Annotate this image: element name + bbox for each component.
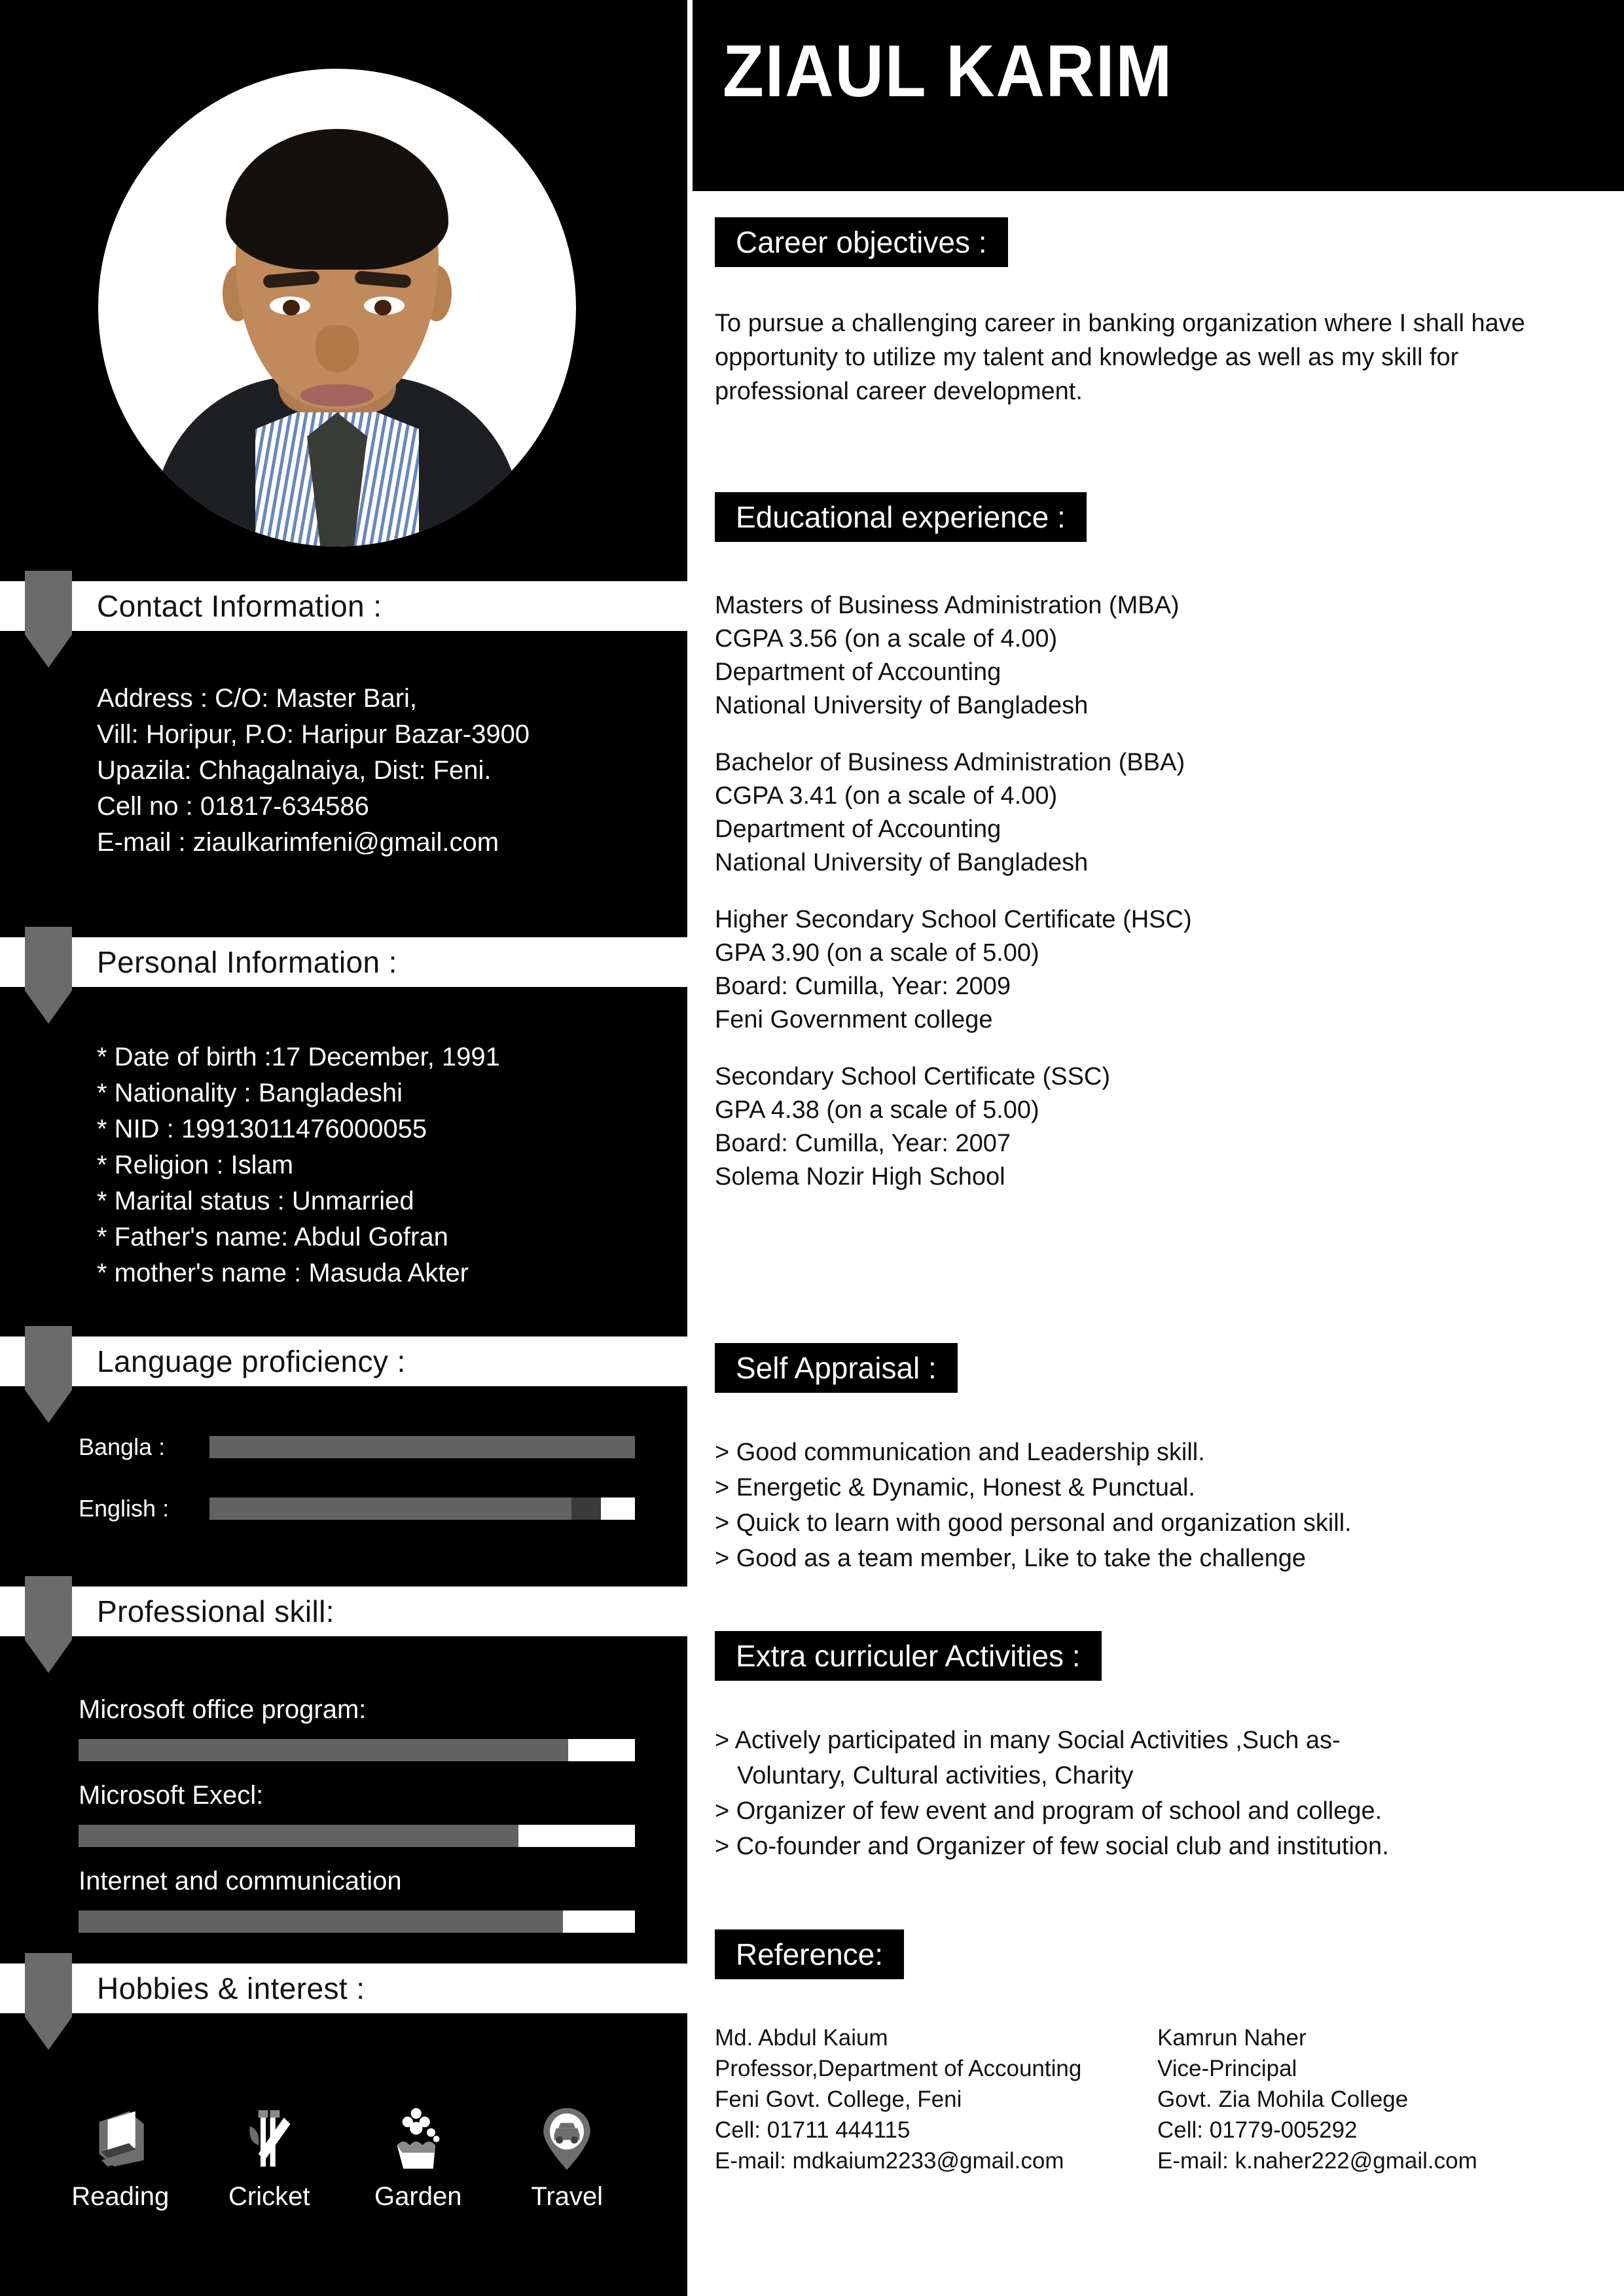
left-sidebar [0, 0, 687, 2296]
potted-plant-icon [384, 2101, 452, 2173]
cricket-bat-icon [235, 2101, 303, 2173]
education-line: CGPA 3.41 (on a scale of 4.00) [715, 782, 1058, 810]
personal-line: * Religion : Islam [97, 1151, 294, 1179]
arrow-down-icon [25, 1953, 72, 2050]
right-main [693, 0, 1624, 2296]
reference-title: Professor,Department of Accounting [715, 2056, 1082, 2081]
arrow-down-icon [25, 1326, 72, 1423]
section-header-hobbies [0, 1964, 687, 2013]
personal-line: * Date of birth :17 December, 1991 [97, 1043, 500, 1071]
education-body [715, 589, 1192, 1194]
reference-org: Feni Govt. College, Feni [715, 2087, 962, 2112]
contact-heading: Contact Information : [97, 589, 382, 623]
career-body [715, 306, 1592, 408]
education-line: Masters of Business Administration (MBA) [715, 592, 1180, 619]
reference-org: Govt. Zia Mohila College [1157, 2087, 1409, 2112]
appraisal-item: > Good communication and Leadership skill. [715, 1439, 1205, 1466]
hobbies-body [0, 2101, 687, 2212]
reference-heading: Reference: [736, 1937, 884, 1971]
section-header-personal [0, 937, 687, 987]
hobby-label: Garden [374, 2182, 462, 2211]
education-line: Board: Cumilla, Year: 2007 [715, 1130, 1011, 1157]
appraisal-item: > Quick to learn with good personal and organization skill. [715, 1509, 1352, 1537]
extra-item: > Organizer of few event and program of school and college. [715, 1797, 1382, 1825]
hobby-label: Travel [531, 2182, 604, 2211]
extra-heading: Extra curriculer Activities : [736, 1639, 1081, 1673]
reference-email[interactable]: E-mail: mdkaium2233@gmail.com [715, 2148, 1064, 2174]
contact-body [0, 681, 687, 861]
language-row [0, 1495, 687, 1522]
education-entry [715, 903, 1192, 1037]
personal-body [0, 1039, 687, 1291]
section-header-language [0, 1336, 687, 1386]
page-title: ZIAUL KARIM [723, 30, 1174, 112]
education-line: Department of Accounting [715, 816, 1001, 843]
education-heading: Educational experience : [736, 500, 1066, 534]
reference-email[interactable]: E-mail: k.naher222@gmail.com [1157, 2148, 1477, 2174]
hobby-label: Cricket [228, 2182, 310, 2211]
education-line: Higher Secondary School Certificate (HSC) [715, 906, 1192, 933]
skill-meter-office [79, 1739, 635, 1761]
education-line: National University of Bangladesh [715, 692, 1089, 719]
reference-body [715, 2022, 1576, 2176]
language-label: English : [79, 1495, 170, 1522]
career-text: To pursue a challenging career in banking organization where I shall have opportunity to utilize my talent and knowledge as well as my skill for professional career development. [715, 310, 1525, 405]
portrait-photo [98, 69, 576, 547]
reference-name: Kamrun Naher [1157, 2025, 1307, 2051]
contact-line: Vill: Horipur, P.O: Haripur Bazar-3900 [97, 720, 530, 749]
education-line: Department of Accounting [715, 658, 1001, 686]
education-entry [715, 746, 1192, 880]
appraisal-body [715, 1435, 1352, 1576]
map-pin-car-icon [533, 2101, 601, 2173]
personal-line: * Marital status : Unmarried [97, 1187, 414, 1215]
education-line: Secondary School Certificate (SSC) [715, 1063, 1111, 1090]
education-line: GPA 3.90 (on a scale of 5.00) [715, 939, 1039, 967]
skill-label: Internet and communication [79, 1867, 402, 1895]
education-line: Feni Government college [715, 1006, 993, 1033]
extra-item-continued: Voluntary, Cultural activities, Charity [737, 1762, 1134, 1789]
language-body [0, 1433, 687, 1522]
arrow-down-icon [25, 927, 72, 1024]
education-line: Solema Nozir High School [715, 1163, 1005, 1191]
section-header-contact [0, 581, 687, 631]
skill-meter-excel [79, 1825, 635, 1847]
personal-line: * Father's name: Abdul Gofran [97, 1223, 448, 1251]
avatar [98, 69, 576, 547]
language-heading: Language proficiency : [97, 1344, 406, 1378]
reference-person [1157, 2022, 1576, 2176]
personal-line: * mother's name : Masuda Akter [97, 1259, 469, 1287]
section-header-reference [715, 1929, 904, 1979]
hobby-item-garden [353, 2101, 484, 2212]
education-line: National University of Bangladesh [715, 849, 1089, 876]
education-entry [715, 589, 1192, 723]
name-banner [693, 0, 1624, 191]
professional-heading: Professional skill: [97, 1594, 334, 1628]
section-header-extra [715, 1631, 1102, 1681]
extra-item: > Co-founder and Organizer of few social club and institution. [715, 1833, 1389, 1860]
education-line: Board: Cumilla, Year: 2009 [715, 973, 1011, 1000]
reference-person [715, 2022, 1134, 2176]
professional-body [0, 1695, 687, 1933]
contact-line: Cell no : 01817-634586 [97, 792, 369, 821]
hobby-item-reading [55, 2101, 186, 2212]
hobby-item-cricket [204, 2101, 334, 2212]
language-row [0, 1433, 687, 1461]
reference-cell: Cell: 01711 444115 [715, 2117, 911, 2143]
skill-meter-internet [79, 1910, 635, 1933]
book-icon [86, 2101, 154, 2173]
contact-email[interactable]: E-mail : ziaulkarimfeni@gmail.com [97, 828, 499, 857]
section-header-career [715, 217, 1008, 267]
education-entry [715, 1060, 1192, 1194]
appraisal-item: > Energetic & Dynamic, Honest & Punctual. [715, 1474, 1195, 1501]
career-heading: Career objectives : [736, 225, 987, 259]
skill-label: Microsoft office program: [79, 1695, 367, 1724]
hobby-label: Reading [71, 2182, 170, 2211]
hobby-item-travel [501, 2101, 632, 2212]
appraisal-heading: Self Appraisal : [736, 1351, 937, 1385]
language-label: Bangla : [79, 1433, 166, 1460]
reference-cell: Cell: 01779-005292 [1157, 2117, 1358, 2143]
arrow-down-icon [25, 571, 72, 668]
contact-line: Upazila: Chhagalnaiya, Dist: Feni. [97, 756, 492, 785]
education-line: Bachelor of Business Administration (BBA) [715, 749, 1185, 776]
section-header-appraisal [715, 1343, 958, 1393]
arrow-down-icon [25, 1576, 72, 1673]
language-meter-bangla [209, 1436, 635, 1458]
extra-item: > Actively participated in many Social Activities ,Such as- [715, 1727, 1341, 1754]
appraisal-item: > Good as a team member, Like to take the challenge [715, 1545, 1307, 1572]
personal-line: * NID : 19913011476000055 [97, 1115, 427, 1143]
education-line: CGPA 3.56 (on a scale of 4.00) [715, 625, 1058, 653]
personal-heading: Personal Information : [97, 945, 397, 979]
language-meter-english [209, 1498, 635, 1520]
section-header-education [715, 492, 1087, 542]
extra-body [715, 1723, 1389, 1864]
reference-name: Md. Abdul Kaium [715, 2025, 888, 2051]
contact-line: Address : C/O: Master Bari, [97, 684, 418, 713]
education-line: GPA 4.38 (on a scale of 5.00) [715, 1096, 1039, 1124]
section-header-professional [0, 1587, 687, 1636]
skill-label: Microsoft Execl: [79, 1781, 264, 1810]
personal-line: * Nationality : Bangladeshi [97, 1079, 403, 1107]
hobbies-heading: Hobbies & interest : [97, 1971, 365, 2005]
reference-title: Vice-Principal [1157, 2056, 1297, 2081]
